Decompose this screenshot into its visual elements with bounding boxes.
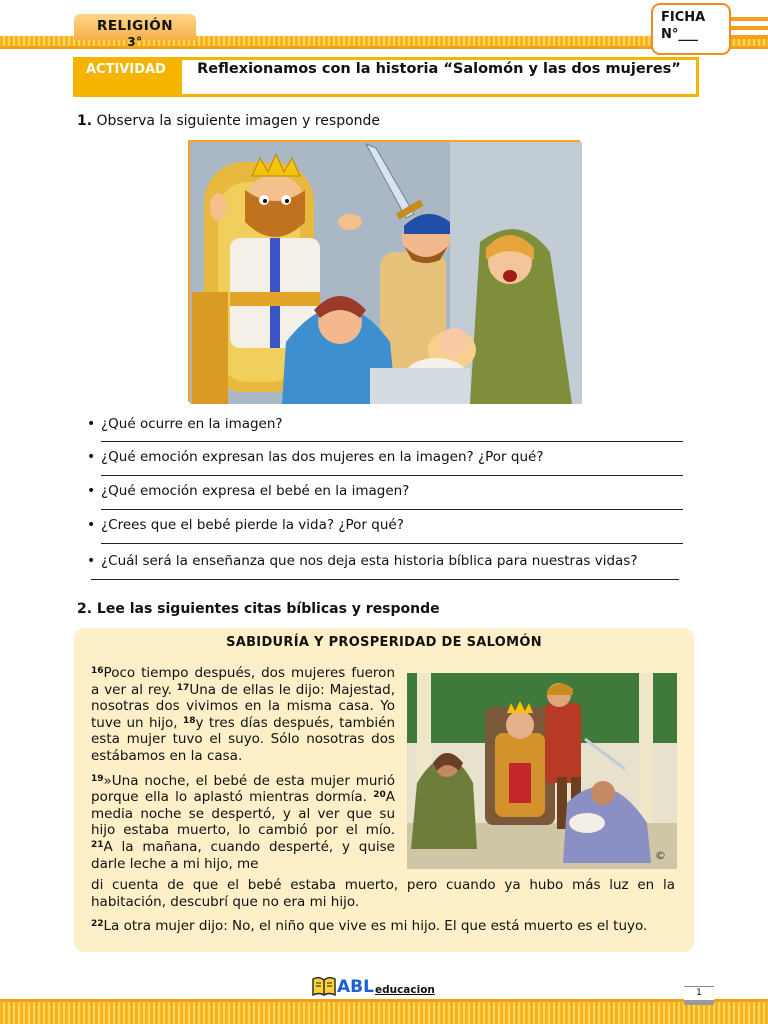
verse-paragraph [91,773,395,873]
bible-passage-panel [74,628,694,952]
verse-text: A la mañana, cuando desperté, y quise darle leche a mi hijo, me [91,838,395,872]
verse-text: A media noche se despertó, y al ver que su hijo estaba muerto, lo cambió por el mío. [91,789,395,839]
copyright-mark: © [655,849,666,862]
activity-label: ACTIVIDAD [76,60,182,94]
verse-number: 16 [91,666,104,676]
verse-number: 22 [91,919,104,930]
answer-line[interactable] [91,579,679,580]
section2-heading: 2. Lee las siguientes citas bíblicas y responde [77,601,440,617]
verse-number: 20 [373,790,386,801]
solomon-judgment-illustration [188,140,580,402]
bottom-stripe [0,1002,768,1024]
answer-line[interactable] [101,441,683,442]
book-icon [311,975,337,997]
answer-line[interactable] [101,543,683,544]
abl-logo [311,975,435,997]
verse-number: 17 [176,682,190,693]
verse-number: 19 [91,773,104,784]
question-item: • ¿Cuál será la enseñanza que nos deja esta historia bíblica para nuestras vidas? [87,553,687,570]
solomon-court-illustration [407,673,677,869]
question-item: • ¿Qué ocurre en la imagen? [87,416,687,433]
section1-text: Observa la siguiente imagen y responde [96,113,381,129]
verse-text: La otra mujer dijo: No, el niño que vive es mi hijo. El que está muerto es el tuyo. [103,918,648,935]
passage-full-width [91,877,675,935]
verse-text: Poco tiempo después, dos mujeres fueron a ver al rey. [91,665,395,698]
activity-header [73,57,699,97]
page-number: 1 [684,986,714,1003]
question-list [87,416,687,580]
decorative-bars [731,17,768,44]
question-item: • ¿Crees que el bebé pierde la vida? ¿Por qué? [87,517,687,534]
ficha-label: FICHA [661,10,706,25]
verse-number: 18 [182,715,196,726]
verse-paragraph: di cuenta de que el bebé estaba muerto, pero cuando ya hubo más luz en la habitación, descubrí que no era mi hijo. [91,877,675,910]
ficha-number: N°___ [661,27,698,42]
subject-label: RELIGIÓN [96,18,174,34]
question-item: • ¿Qué emoción expresa el bebé en la imagen? [87,483,687,500]
ficha-box [651,3,731,55]
verse-text: Una de ellas le dijo: Majestad, nosotras dos vivimos en la misma casa. Yo tuve un hijo, [91,681,396,731]
grade-label: 3° [127,35,143,49]
verse-paragraph [91,665,395,765]
court-drawing [407,673,677,869]
logo-abl-text: ABL [337,977,374,997]
illustration-drawing [190,142,582,404]
passage-title: SABIDURÍA Y PROSPERIDAD DE SALOMÓN [226,635,542,650]
question-item: • ¿Qué emoción expresan las dos mujeres en la imagen? ¿Por qué? [87,449,687,466]
subject-tab [74,14,196,49]
section1-number: 1. [77,113,93,129]
verse-number: 21 [91,839,104,850]
verse-text: y tres días después, también esta mujer tuvo el suyo. Sólo nosotras dos estábamos en la casa. [91,714,396,764]
passage-column [91,665,395,872]
answer-line[interactable] [101,509,683,510]
activity-title: Reflexionamos con la historia “Salomón y las dos mujeres” [197,61,681,77]
verse-text: »Una noche, el bebé de esta mujer murió porque ella lo aplastó mientras dormía. [91,772,395,806]
logo-edu-text: educacion [374,984,435,996]
answer-line[interactable] [101,475,683,476]
section1-instruction [77,113,380,129]
verse-paragraph [91,918,675,935]
